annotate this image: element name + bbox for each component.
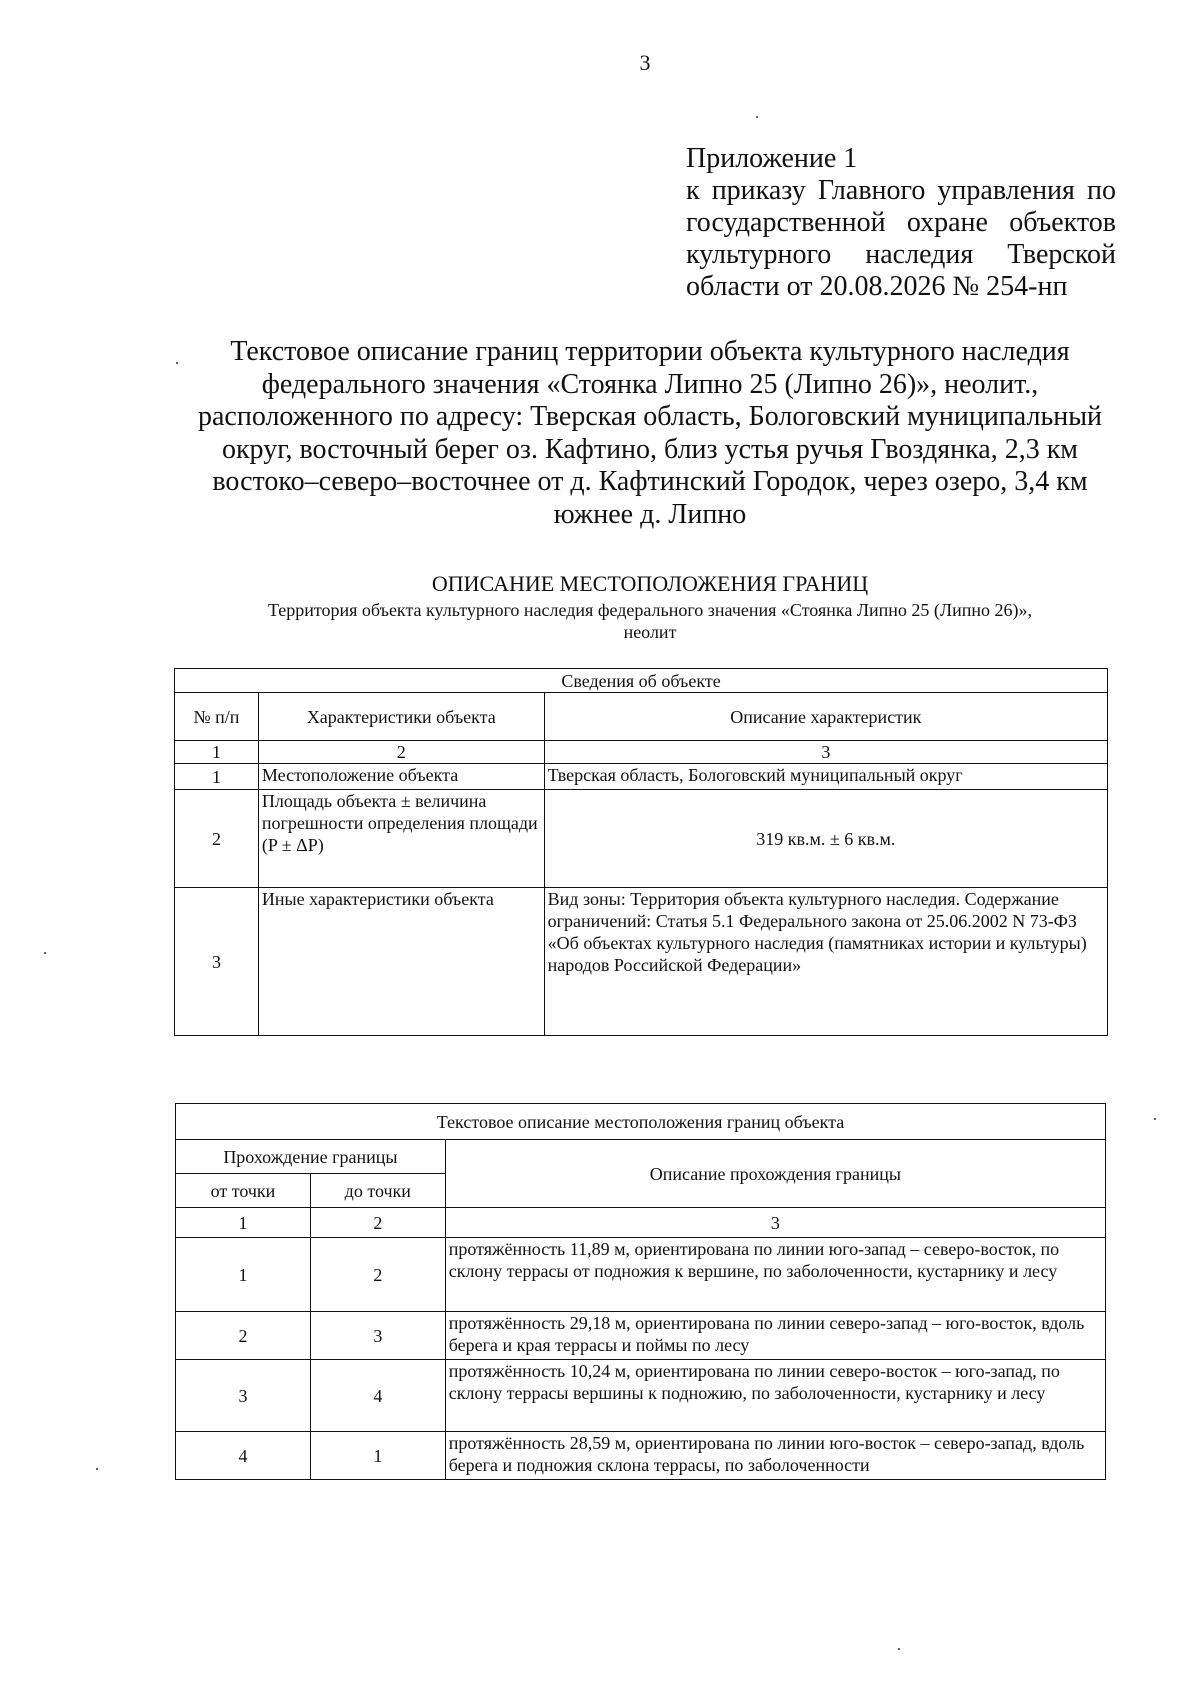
row-number: 3 <box>175 888 259 1036</box>
boundary-description: протяжённость 28,59 м, ориентирована по линии юго-восток – северо-запад, вдоль берега и подножия склона террасы, по заболоченности <box>445 1432 1105 1480</box>
table-row <box>176 1360 1106 1432</box>
appendix-line: к приказу Главного управления по <box>686 175 1116 206</box>
title-line: расположенного по адресу: Тверская область, Бологовский муниципальный <box>197 401 1102 432</box>
row-name: Иные характеристики объекта <box>258 888 544 1036</box>
appendix-line: культурного наследия Тверской <box>686 239 1116 270</box>
index-cell: 3 <box>544 741 1107 764</box>
appendix-line: Приложение 1 <box>686 143 858 174</box>
table-row <box>176 1312 1106 1360</box>
document-title <box>150 336 1150 531</box>
column-header-description: Описание характеристик <box>544 693 1107 741</box>
subtitle-line: неолит <box>623 622 677 642</box>
table-row <box>175 888 1108 1036</box>
row-name: Площадь объекта ± величина погрешности определения площади (P ± ΔP) <box>258 790 544 888</box>
column-header-to: до точки <box>310 1174 445 1208</box>
index-cell: 2 <box>258 741 544 764</box>
section-subtitle <box>150 599 1150 643</box>
table-caption: Сведения об объекте <box>175 669 1108 693</box>
table-caption: Текстовое описание местоположения границ объекта <box>176 1104 1106 1140</box>
appendix-line: области от 20.08.2026 № 254-нп <box>686 271 1068 302</box>
table-row <box>175 764 1108 790</box>
index-cell: 1 <box>175 741 259 764</box>
scan-speck <box>96 1468 98 1470</box>
appendix-line: государственной охране объектов <box>686 207 1116 238</box>
boundary-description: протяжённость 29,18 м, ориентирована по линии северо-запад – юго-восток, вдоль берега и края террасы и поймы по лесу <box>445 1312 1105 1360</box>
scan-speck <box>44 952 46 954</box>
table-row <box>175 790 1108 888</box>
to-point: 3 <box>310 1312 445 1360</box>
from-point: 4 <box>176 1432 311 1480</box>
row-number: 2 <box>175 790 259 888</box>
boundary-description: протяжённость 11,89 м, ориентирована по линии юго-запад – северо-восток, по склону террасы от подножия к вершине, по заболоченности, кустарнику и лесу <box>445 1238 1105 1312</box>
subtitle-line: Территория объекта культурного наследия федерального значения «Стоянка Липно 25 (Липно 26)», <box>267 600 1033 620</box>
from-point: 2 <box>176 1312 311 1360</box>
page-number: 3 <box>639 50 651 75</box>
row-name: Местоположение объекта <box>258 764 544 790</box>
row-number: 1 <box>175 764 259 790</box>
title-line: федерального значения «Стоянка Липно 25 (Липно 26)», неолит., <box>261 368 1039 400</box>
row-description: 319 кв.м. ± 6 кв.м. <box>544 790 1107 888</box>
table-row <box>176 1432 1106 1480</box>
title-line: южнее д. Липно <box>553 498 747 530</box>
index-cell: 2 <box>310 1208 445 1238</box>
section-heading: ОПИСАНИЕ МЕСТОПОЛОЖЕНИЯ ГРАНИЦ <box>431 571 869 596</box>
row-description: Тверская область, Бологовский муниципальный округ <box>544 764 1107 790</box>
row-description: Вид зоны: Территория объекта культурного наследия. Содержание ограничений: Статья 5.1 Федерального закона от 25.06.2002 N 73-ФЗ «Об объектах культурного наследия (памятниках истории и культуры) народов Российской Федерации» <box>544 888 1107 1036</box>
title-line: округ, восточный берег оз. Кафтино, близ устья ручья Гвоздянка, 2,3 км <box>221 433 1079 465</box>
index-cell: 3 <box>445 1208 1105 1238</box>
scan-speck <box>756 116 758 118</box>
from-point: 1 <box>176 1238 311 1312</box>
column-header-characteristic: Характеристики объекта <box>258 693 544 741</box>
scan-speck <box>898 1648 900 1650</box>
column-header-description: Описание прохождения границы <box>445 1140 1105 1208</box>
title-line: востоко–северо–восточнее от д. Кафтинский Городок, через озеро, 3,4 км <box>212 466 1088 497</box>
scan-speck <box>176 362 178 364</box>
from-point: 3 <box>176 1360 311 1432</box>
title-line: Текстовое описание границ территории объекта культурного наследия <box>230 336 1070 367</box>
appendix-header <box>686 143 1116 303</box>
scan-speck <box>1154 1118 1156 1120</box>
table-row <box>176 1238 1106 1312</box>
boundary-description-table <box>175 1103 1106 1480</box>
boundary-description: протяжённость 10,24 м, ориентирована по линии северо-восток – юго-запад, по склону террасы вершины к подножию, по заболоченности, кустарнику и лесу <box>445 1360 1105 1432</box>
to-point: 1 <box>310 1432 445 1480</box>
index-cell: 1 <box>176 1208 311 1238</box>
group-header-boundary: Прохождение границы <box>176 1140 446 1174</box>
object-info-table <box>174 668 1108 1036</box>
column-header-from: от точки <box>176 1174 311 1208</box>
to-point: 2 <box>310 1238 445 1312</box>
column-header-number: № п/п <box>175 693 259 741</box>
to-point: 4 <box>310 1360 445 1432</box>
